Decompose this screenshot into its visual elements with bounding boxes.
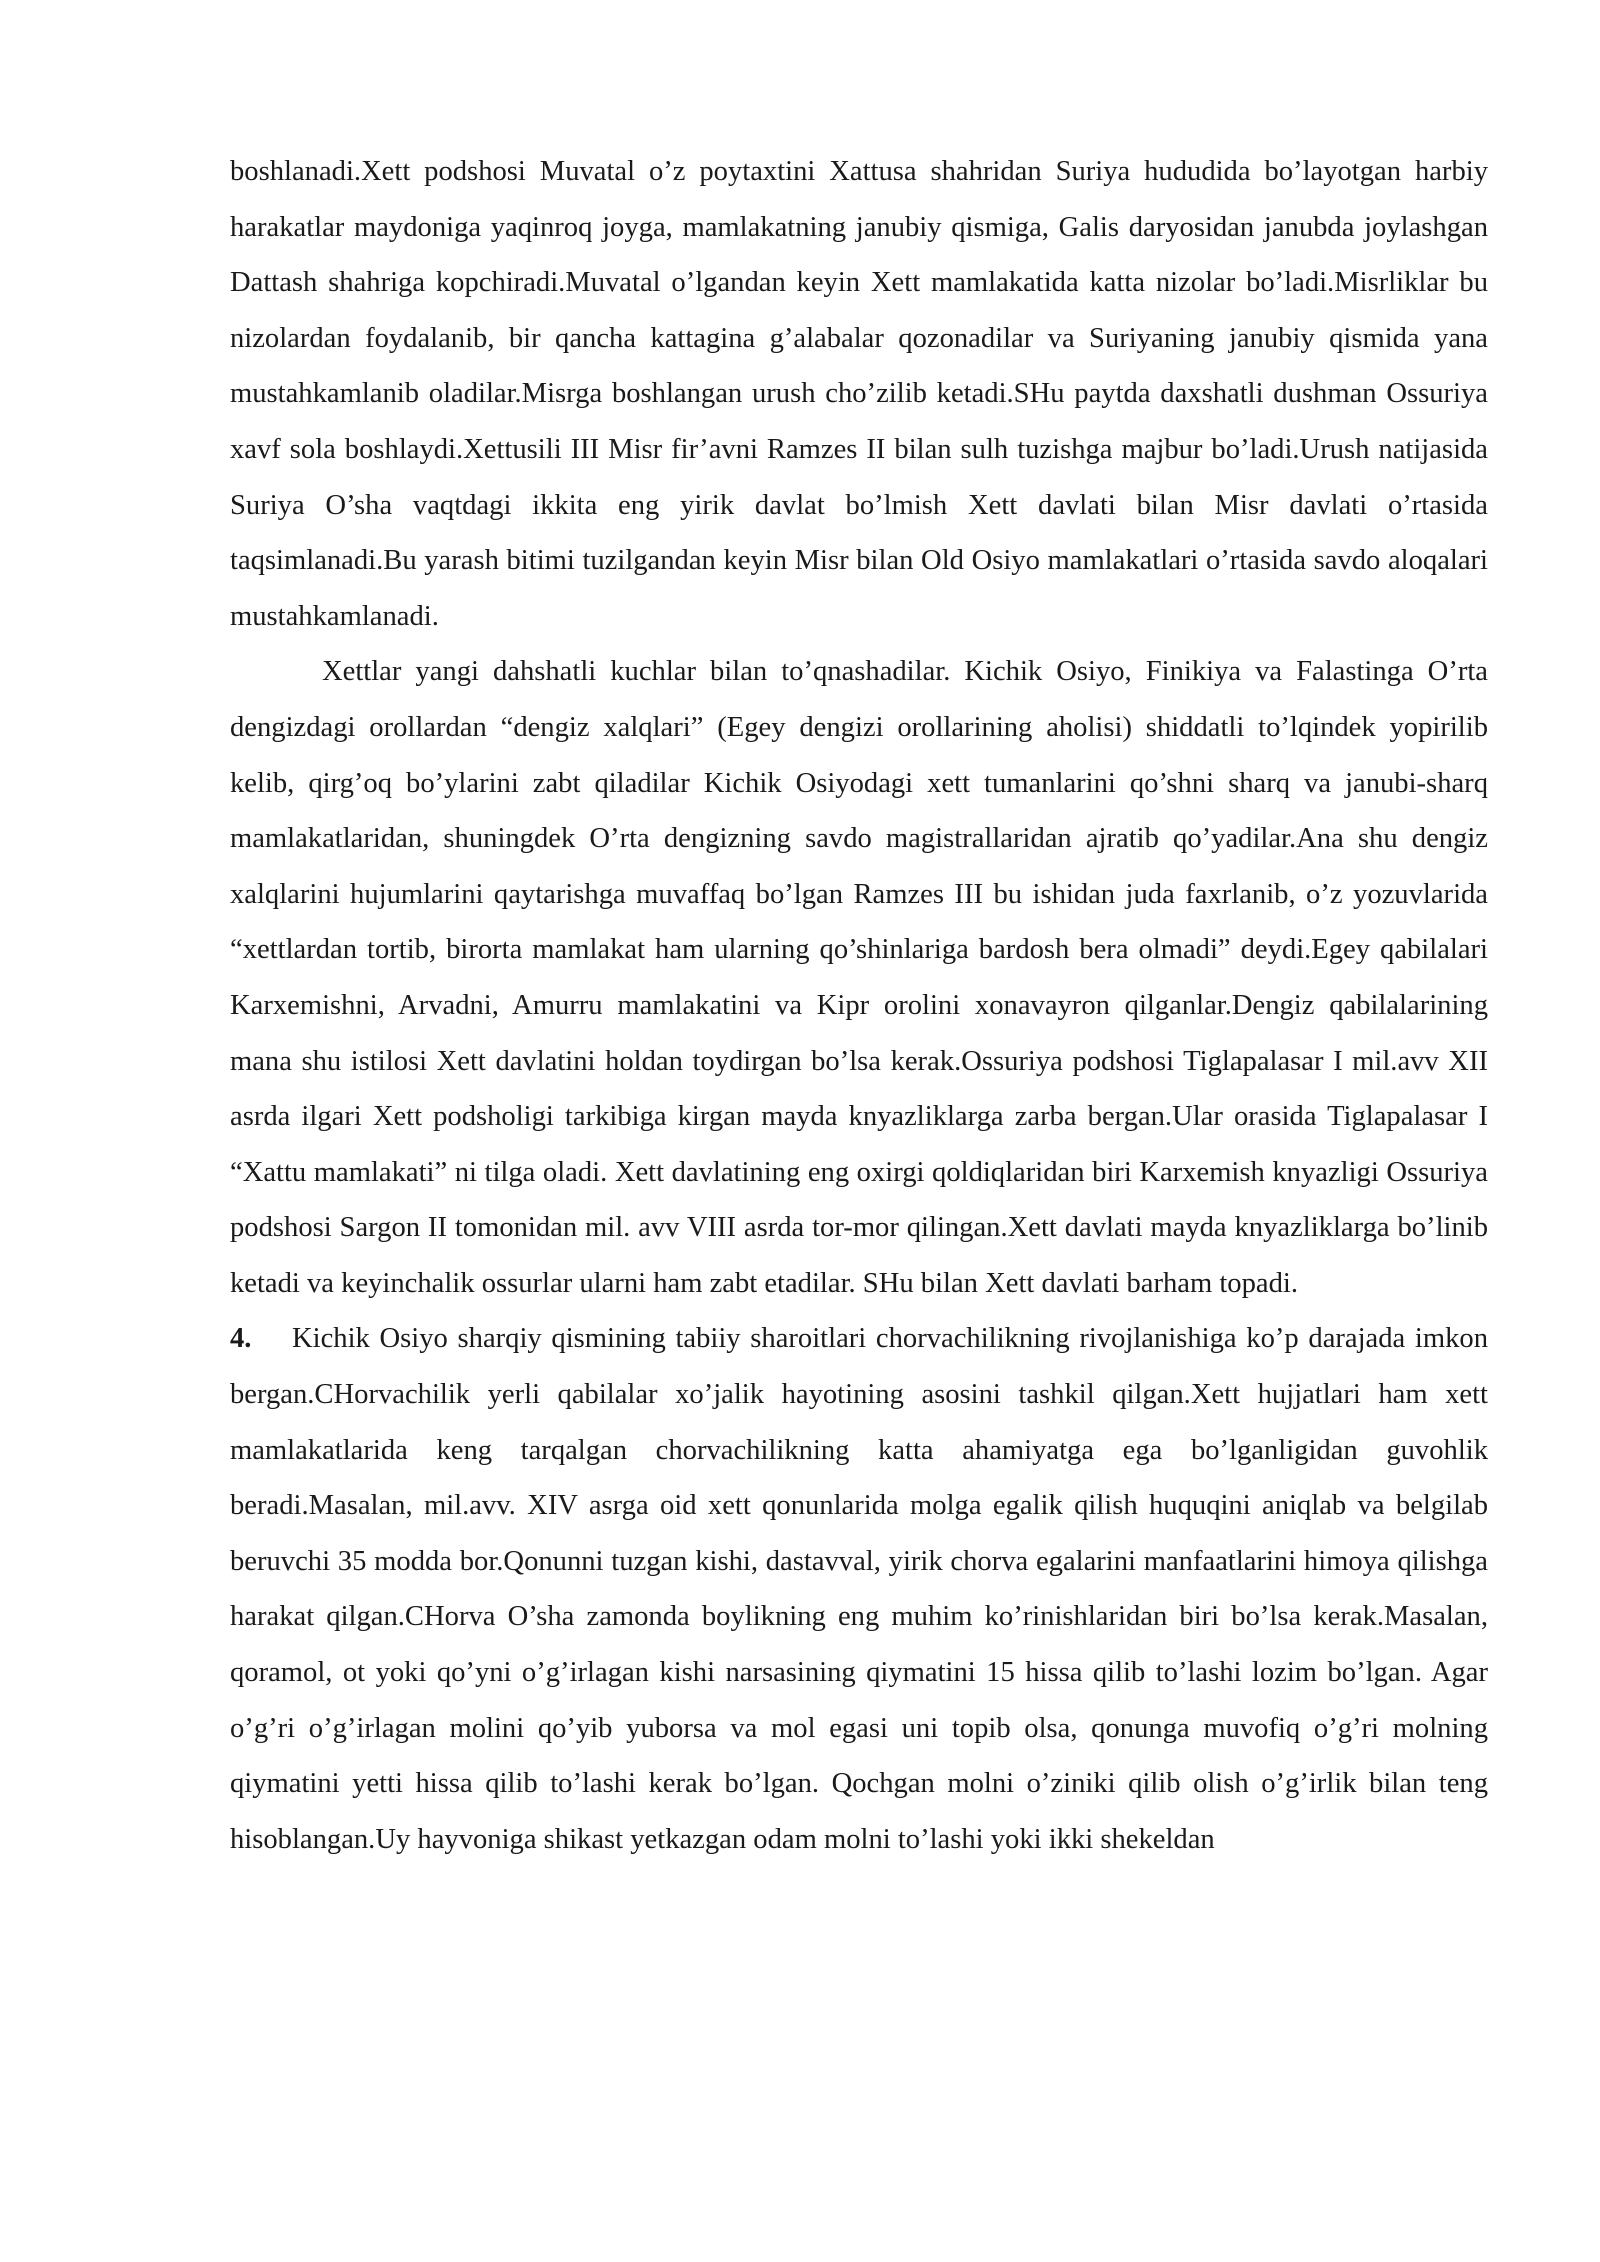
paragraph-3-text: Kichik Osiyo sharqiy qismining tabiiy sharoitlari chorvachilikning rivojlanishiga ko’p darajada imkon bergan.CHorvachilik yerli qabilalar xo’jalik hayotining asosini tashkil qilgan.Xett hujjatlari ham xett mamlakatlarida keng tarqalgan chorvachilikning katta ahamiyatga ega bo’lganligidan guvohlik beradi.Masalan, mil.avv. XIV asrga oid xett qonunlarida molga egalik qilish huquqini aniqlab va belgilab beruvchi 35 modda bor.Qonunni tuzgan kishi, dastavval, yirik chorva egalarini manfaatlarini himoya qilishga harakat qilgan.CHorva O’sha zamonda boylikning eng muhim ko’rinishlaridan biri bo’lsa kerak.Masalan, qoramol, ot yoki qo’yni o’g’irlagan kishi narsasining qiymatini 15 hissa qilib to’lashi lozim bo’lgan. Agar o’g’ri o’g’irlagan molini qo’yib yuborsa va mol egasi uni topib olsa, qonunga muvofiq o’g’ri molning qiymatini yetti hissa qilib to’lashi kerak bo’lgan. Qochgan molni o’ziniki qilib olish o’g’irlik bilan teng hisoblangan.Uy hayvoniga shikast yetkazgan odam molni to’lashi yoki ikki shekeldan xyxy=(230,1323,1488,1855)
paragraph-3-number: 4. xyxy=(230,1323,252,1355)
body-text xyxy=(230,144,1488,1867)
paragraph-1 xyxy=(230,144,1488,644)
paragraph-2 xyxy=(230,644,1488,1311)
paragraph-3 xyxy=(230,1311,1488,1867)
paragraph-1-text: boshlanadi.Xett podshosi Muvatal o’z poytaxtini Xattusa shahridan Suriya hududida bo’layotgan harbiy harakatlar maydoniga yaqinroq joyga, mamlakatning janubiy qismiga, Galis daryosidan janubda joylashgan Dattash shahriga kopchiradi.Muvatal o’lgandan keyin Xett mamlakatida katta nizolar bo’ladi.Misrliklar bu nizolardan foydalanib, bir qancha kattagina g’alabalar qozonadilar va Suriyaning janubiy qismida yana mustahkamlanib oladilar.Misrga boshlangan urush cho’zilib ketadi.SHu paytda daxshatli dushman Ossuriya xavf sola boshlaydi.Xettusili III Misr fir’avni Ramzes II bilan sulh tuzishga majbur bo’ladi.Urush natijasida Suriya O’sha vaqtdagi ikkita eng yirik davlat bo’lmish Xett davlati bilan Misr davlati o’rtasida taqsimlanadi.Bu yarash bitimi tuzilgandan keyin Misr bilan Old Osiyo mamlakatlari o’rtasida savdo aloqalari mustahkamlanadi. xyxy=(230,156,1488,632)
paragraph-2-text: Xettlar yangi dahshatli kuchlar bilan to’qnashadilar. Kichik Osiyo, Finikiya va Falastinga O’rta dengizdagi orollardan “dengiz xalqlari” (Egey dengizi orollarining aholisi) shiddatli to’lqindek yopirilib kelib, qirg’oq bo’ylarini zabt qiladilar Kichik Osiyodagi xett tumanlarini qo’shni sharq va janubi-sharq mamlakatlaridan, shuningdek O’rta dengizning savdo magistrallaridan ajratib qo’yadilar.Ana shu dengiz xalqlarini hujumlarini qaytarishga muvaffaq bo’lgan Ramzes III bu ishidan juda faxrlanib, o’z yozuvlarida “xettlardan tortib, birorta mamlakat ham ularning qo’shinlariga bardosh bera olmadi” deydi.Egey qabilalari Karxemishni, Arvadni, Amurru mamlakatini va Kipr orolini xonavayron qilganlar.Dengiz qabilalarining mana shu istilosi Xett davlatini holdan toydirgan bo’lsa kerak.Ossuriya podshosi Tiglapalasar I mil.avv XII asrda ilgari Xett podsholigi tarkibiga kirgan mayda knyazliklarga zarba bergan.Ular orasida Tiglapalasar I “Xattu mamlakati” ni tilga oladi. Xett davlatining eng oxirgi qoldiqlaridan biri Karxemish knyazligi Ossuriya podshosi Sargon II tomonidan mil. avv VIII asrda tor-mor qilingan.Xett davlati mayda knyazliklarga bo’linib ketadi va keyinchalik ossurlar ularni ham zabt etadilar. SHu bilan Xett davlati barham topadi. xyxy=(230,656,1488,1299)
